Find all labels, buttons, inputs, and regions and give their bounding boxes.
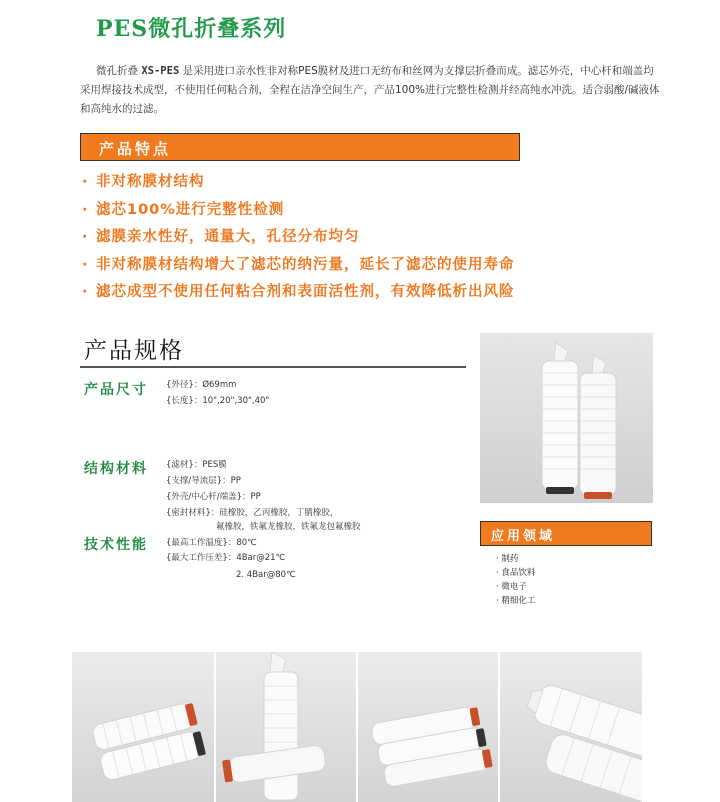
bullet-icon: · <box>496 582 499 592</box>
spec-line: {滤材}：PES膜 <box>166 460 227 470</box>
application-text: 制药 <box>501 554 519 564</box>
bullet-icon: · <box>82 256 89 273</box>
applications-heading: 应用领域 <box>491 529 556 544</box>
page-title: PES微孔折叠系列 <box>96 16 287 42</box>
spec-line: {外壳/中心杆/端盖}：PP <box>166 492 261 502</box>
bullet-icon: · <box>82 284 89 300</box>
spec-line: 2. 4Bar@80℃ <box>236 570 296 580</box>
application-item <box>496 566 535 580</box>
feature-item <box>82 254 515 282</box>
application-item <box>496 594 535 608</box>
bullet-icon: · <box>82 201 89 218</box>
filter-cartridge-closeup-photo <box>500 652 642 802</box>
performance-label: 技术性能 <box>84 537 148 553</box>
features-header-bar <box>80 133 520 161</box>
features-heading: 产品特点 <box>99 140 172 158</box>
feature-item <box>82 171 515 199</box>
spec-line: 氟橡胶，铁氟龙橡胶，铁氟龙包氟橡胶 <box>216 522 361 532</box>
size-label: 产品尺寸 <box>84 382 148 398</box>
bullet-icon: · <box>496 568 499 578</box>
spec-line: {最高工作温度}：80℃ <box>166 538 257 548</box>
feature-item <box>82 281 515 309</box>
spec-line: {外径}：Ø69mm <box>166 380 237 390</box>
specs-divider <box>80 366 466 368</box>
filter-cartridge-triple-photo <box>358 652 498 802</box>
intro-lead: 微孔折叠 <box>96 65 142 77</box>
spec-line: {密封材料}：硅橡胶，乙丙橡胶，丁腈橡胶， <box>166 508 339 518</box>
spec-line: {长度}：10",20",30",40" <box>166 396 270 406</box>
materials-label: 结构材料 <box>84 461 148 477</box>
feature-text: 滤芯100%进行完整性检测 <box>96 201 285 218</box>
feature-text: 非对称膜材结构 <box>96 174 205 190</box>
filter-cartridge-lying-photo <box>72 652 214 802</box>
bullet-icon: · <box>82 229 89 245</box>
application-item <box>496 552 535 566</box>
specs-heading: 产品规格 <box>84 338 184 364</box>
bullet-icon: · <box>82 174 89 190</box>
bullet-icon: · <box>496 596 499 606</box>
feature-text: 滤膜亲水性好，通量大，孔径分布均匀 <box>96 229 360 245</box>
application-item <box>496 580 535 594</box>
applications-list <box>496 552 535 608</box>
bullet-icon: · <box>496 554 499 564</box>
intro-paragraph <box>80 62 660 119</box>
applications-header-bar <box>480 521 652 546</box>
feature-item <box>82 199 515 227</box>
features-list <box>82 171 515 309</box>
feature-text: 非对称膜材结构增大了滤芯的纳污量，延长了滤芯的使用寿命 <box>96 256 515 273</box>
spec-line: {最大工作压差}：4Bar@21℃ <box>166 553 286 563</box>
filter-cartridge-pair-photo <box>480 333 653 503</box>
spec-line: {支撑/导流层}：PP <box>166 476 241 486</box>
feature-text: 滤芯成型不使用任何粘合剂和表面活性剂，有效降低析出风险 <box>96 284 515 300</box>
model-number: XS-PES <box>141 65 180 77</box>
application-text: 食品饮料 <box>501 568 536 578</box>
intro-text: 是采用进口亲水性非对称PES膜材及进口无纺布和丝网为支撑层折叠而成。滤芯外壳，中心杆和端盖均采用焊接技术成型，不使用任何粘合剂，全程在洁净空间生产，产品100%进行完整性检测并经高纯水冲洗。适合弱酸/碱液体和高纯水的过滤。 <box>80 65 660 115</box>
filter-cartridge-standing-photo <box>216 652 356 802</box>
application-text: 精细化工 <box>501 596 536 606</box>
feature-item <box>82 226 515 254</box>
application-text: 微电子 <box>501 582 527 592</box>
